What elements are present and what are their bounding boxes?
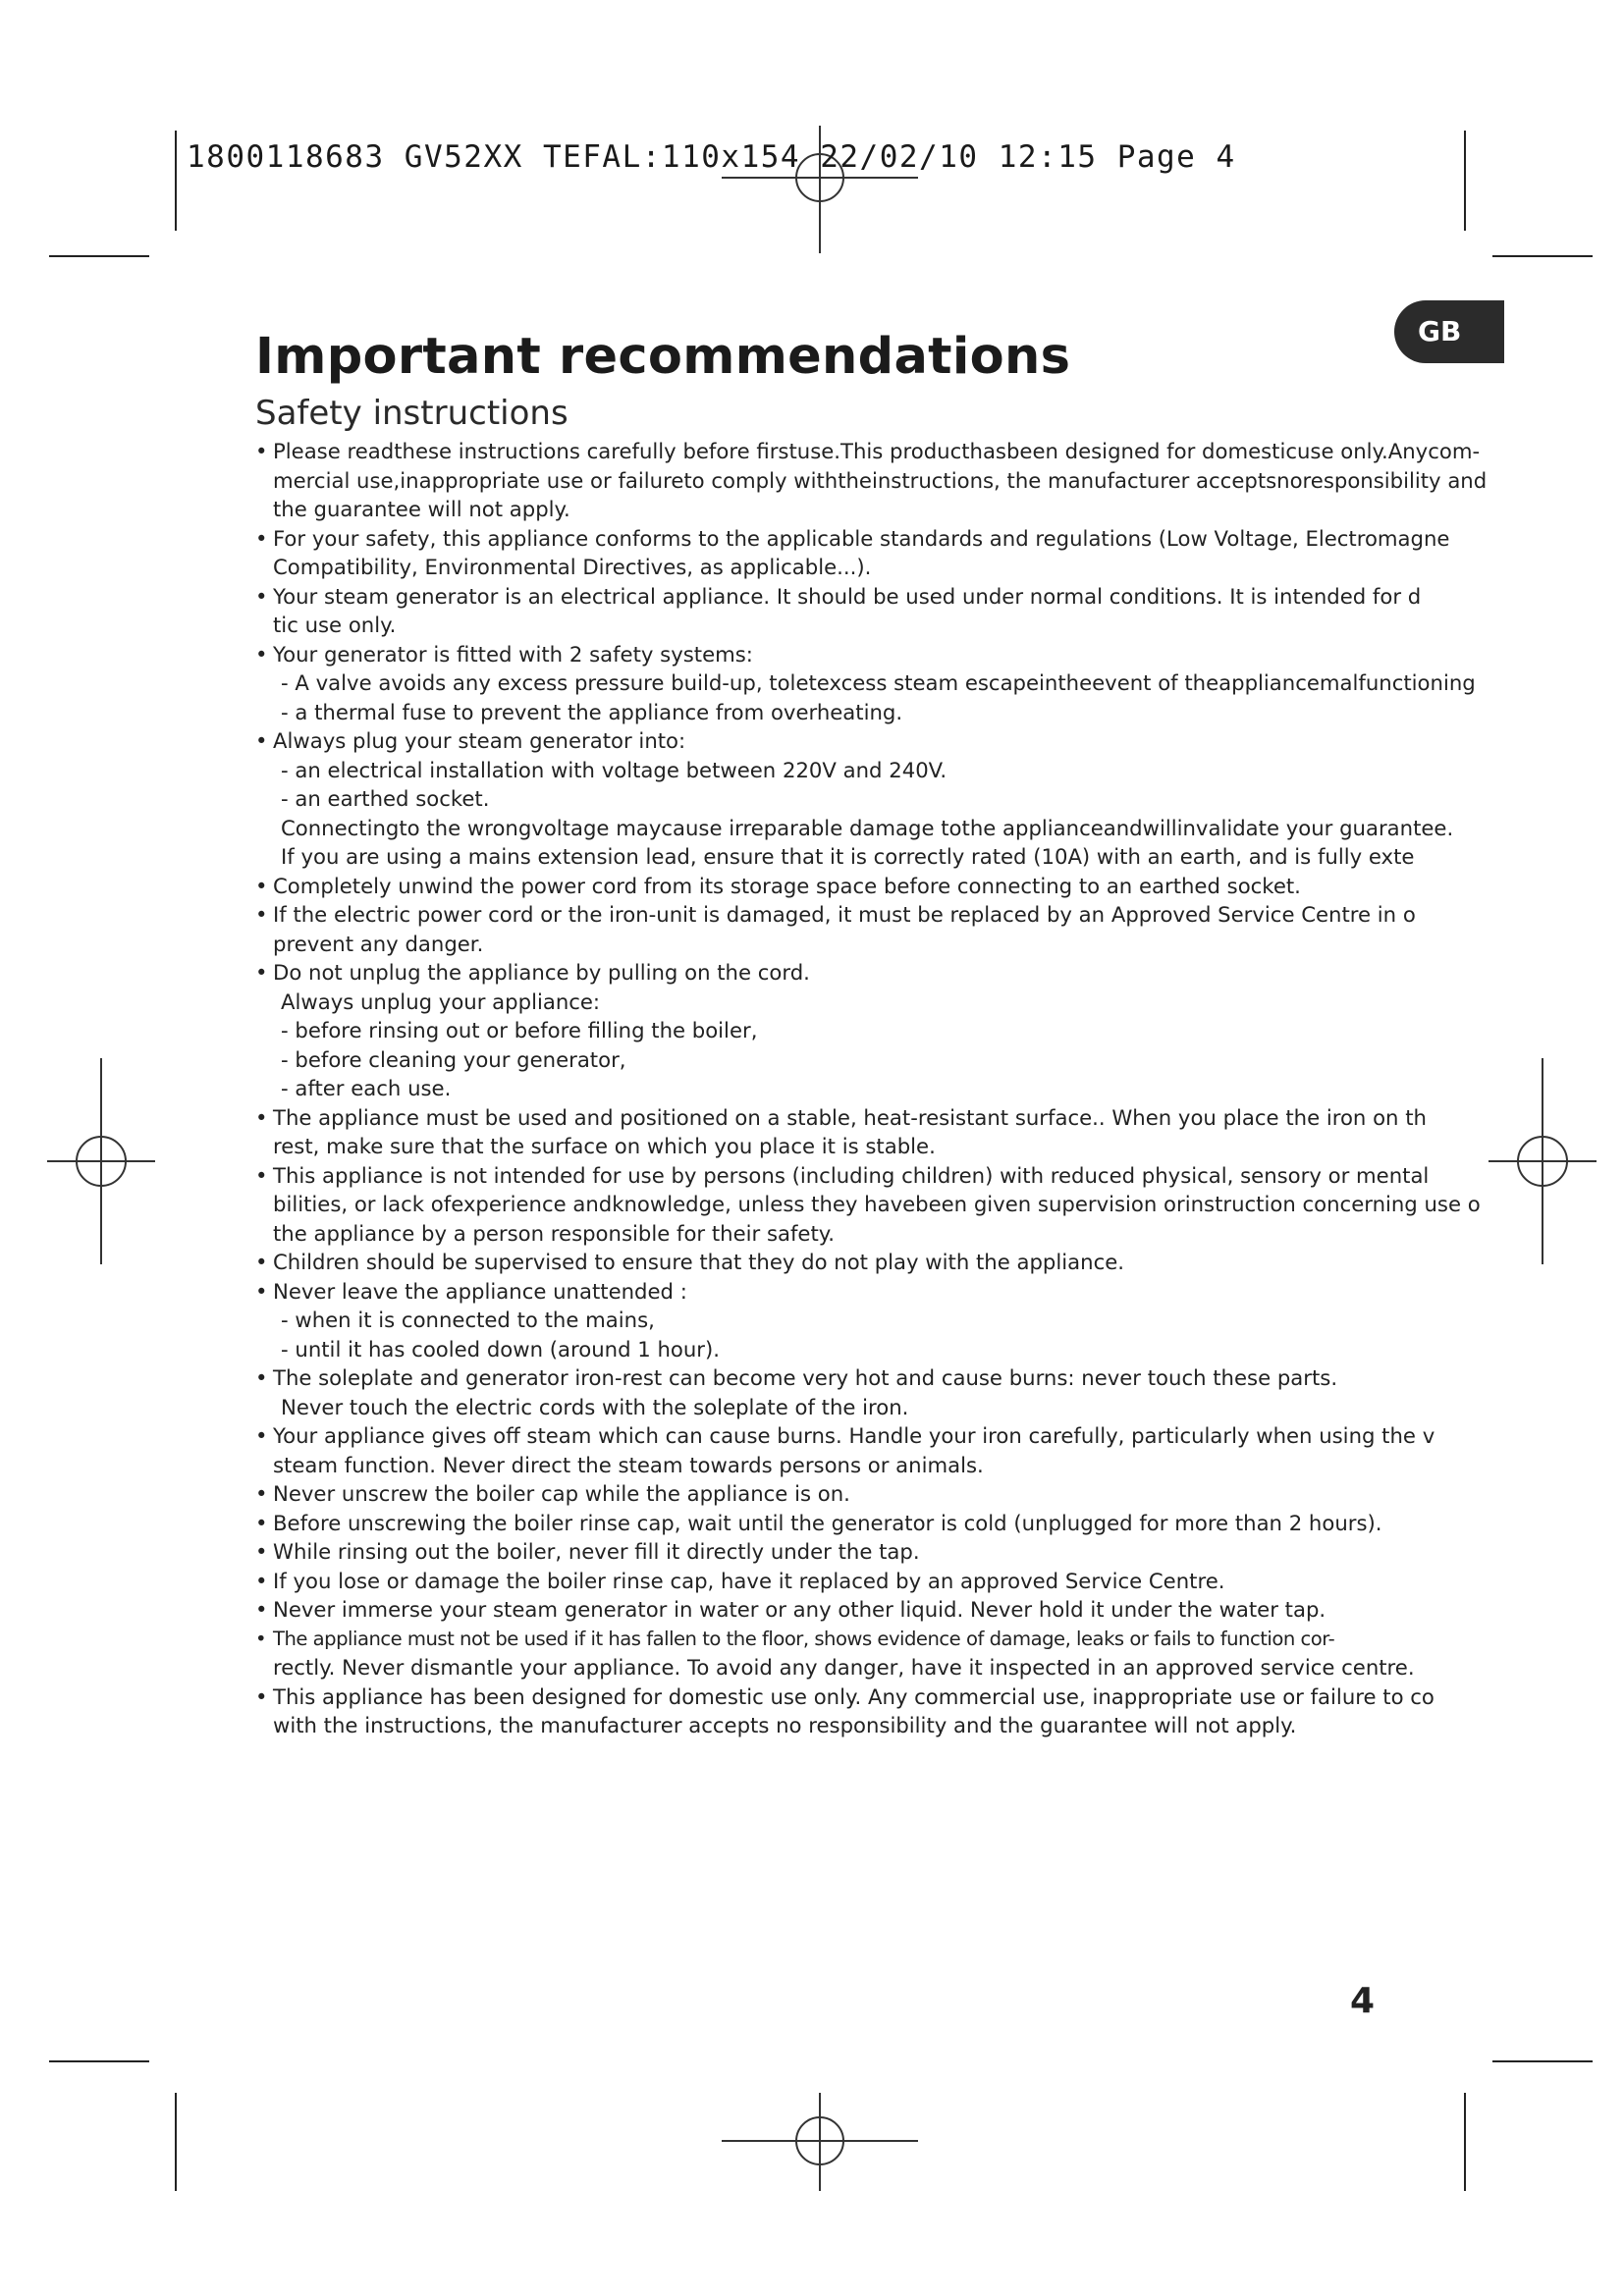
crop-mark (175, 131, 177, 231)
instruction-subitem: - A valve avoids any excess pressure build-up, toletexcess steam escapeintheevent of theappliancemalfunctioning (255, 668, 1504, 698)
page-number: 4 (1350, 1981, 1376, 2021)
safety-instructions-list (255, 437, 1504, 1752)
instruction-bullet: • For your safety, this appliance conforms to the applicable standards and regulations (Low Voltage, Electromagne (255, 524, 1504, 554)
crop-mark (1492, 2060, 1593, 2062)
print-slug-header: 1800118683 GV52XX TEFAL:110x154 22/02/10 12:15 Page 4 (187, 139, 1236, 175)
instruction-subitem: - an earthed socket. (255, 784, 1504, 814)
instruction-line: rest, make sure that the surface on which you place it is stable. (273, 1134, 936, 1158)
instruction-bullet: • The appliance must be used and positioned on a stable, heat-resistant surface.. When you place the iron on th (255, 1103, 1504, 1133)
instruction-subitem: - after each use. (255, 1074, 1504, 1103)
instruction-bullet: • Never leave the appliance unattended : (255, 1277, 1504, 1307)
instruction-bullet: • The soleplate and generator iron-rest can become very hot and cause burns: never touch these parts. (255, 1363, 1504, 1393)
instruction-bullet: • Never unscrew the boiler cap while the appliance is on. (255, 1479, 1504, 1509)
crop-mark (49, 255, 149, 257)
instruction-line: prevent any danger. (273, 931, 484, 956)
instruction-bullet: • Children should be supervised to ensure that they do not play with the appliance. (255, 1248, 1504, 1277)
crop-mark (1464, 131, 1466, 231)
instruction-line: the guarantee will not apply. (273, 497, 570, 521)
instruction-bullet: • Please readthese instructions carefully before firstuse.This producthasbeen designed for domesticuse only.Anycom- (255, 437, 1504, 466)
instruction-bullet: • This appliance has been designed for domestic use only. Any commercial use, inappropriate use or failure to co (255, 1682, 1504, 1712)
instruction-bullet: • Before unscrewing the boiler rinse cap, wait until the generator is cold (unplugged for more than 2 hours). (255, 1509, 1504, 1538)
instruction-bullet: • Always plug your steam generator into: (255, 726, 1504, 756)
crop-mark (175, 2093, 177, 2191)
instruction-line: Compatibility, Environmental Directives, as applicable...). (273, 555, 872, 579)
instruction-line: steam function. Never direct the steam towards persons or animals. (273, 1452, 984, 1477)
instruction-line: Always unplug your appliance: (281, 988, 601, 1014)
registration-target-bottom (722, 2093, 918, 2191)
instruction-bullet: • Your steam generator is an electrical appliance. It should be used under normal conditions. It is intended for d (255, 582, 1504, 612)
crop-mark (1464, 2093, 1466, 2191)
instruction-subitem: - until it has cooled down (around 1 hour). (255, 1335, 1504, 1364)
instruction-line: Never touch the electric cords with the soleplate of the iron. (281, 1394, 909, 1419)
instruction-bullet: • Your generator is fitted with 2 safety systems: (255, 640, 1504, 669)
crop-mark (1492, 255, 1593, 257)
instruction-bullet: • Do not unplug the appliance by pulling on the cord. (255, 958, 1504, 988)
instruction-bullet: • If you lose or damage the boiler rinse cap, have it replaced by an approved Service Centre. (255, 1567, 1504, 1596)
instruction-bullet: • The appliance must not be used if it has fallen to the floor, shows evidence of damage, leaks or fails to function cor- (255, 1625, 1504, 1654)
instruction-line: mercial use,inappropriate use or failureto comply withtheinstructions, the manufacturer acceptsnoresponsibility and (273, 467, 1488, 493)
instruction-line: bilities, or lack ofexperience andknowledge, unless they havebeen given supervision orinstruction concerning use o (273, 1192, 1481, 1216)
instruction-subitem: - an electrical installation with voltage between 220V and 240V. (255, 756, 1504, 785)
instruction-line: the appliance by a person responsible for their safety. (273, 1220, 836, 1246)
page-title: Important recommendations (255, 328, 1071, 386)
registration-target-right (1489, 1058, 1597, 1264)
section-subtitle: Safety instructions (255, 394, 568, 433)
instruction-line: Connectingto the wrongvoltage maycause irreparable damage tothe applianceandwillinvalidate your guarantee. (281, 815, 1454, 840)
instruction-bullet: • Completely unwind the power cord from its storage space before connecting to an earthed socket. (255, 872, 1504, 901)
instruction-line: tic use only. (273, 613, 397, 637)
instruction-bullet: • This appliance is not intended for use by persons (including children) with reduced physical, sensory or mental (255, 1161, 1504, 1191)
instruction-subitem: - before rinsing out or before filling the boiler, (255, 1016, 1504, 1045)
instruction-line: If you are using a mains extension lead, ensure that it is correctly rated (10A) with an earth, and is fully exte (281, 844, 1415, 869)
instruction-line: rectly. Never dismantle your appliance. To avoid any danger, have it inspected in an approved service centre. (273, 1655, 1415, 1680)
registration-target-left (47, 1058, 155, 1264)
language-tab-gb: GB (1394, 300, 1504, 363)
instruction-bullet: • While rinsing out the boiler, never fill it directly under the tap. (255, 1537, 1504, 1567)
instruction-bullet: • Never immerse your steam generator in water or any other liquid. Never hold it under the water tap. (255, 1595, 1504, 1625)
instruction-bullet: • If the electric power cord or the iron-unit is damaged, it must be replaced by an Approved Service Centre in o (255, 900, 1504, 930)
instruction-bullet: • Your appliance gives off steam which can cause burns. Handle your iron carefully, particularly when using the v (255, 1421, 1504, 1451)
crop-mark (49, 2060, 149, 2062)
instruction-line: with the instructions, the manufacturer accepts no responsibility and the guarantee will not apply. (273, 1713, 1297, 1737)
instruction-subitem: - a thermal fuse to prevent the appliance from overheating. (255, 698, 1504, 727)
instruction-subitem: - before cleaning your generator, (255, 1045, 1504, 1075)
instruction-subitem: - when it is connected to the mains, (255, 1306, 1504, 1335)
